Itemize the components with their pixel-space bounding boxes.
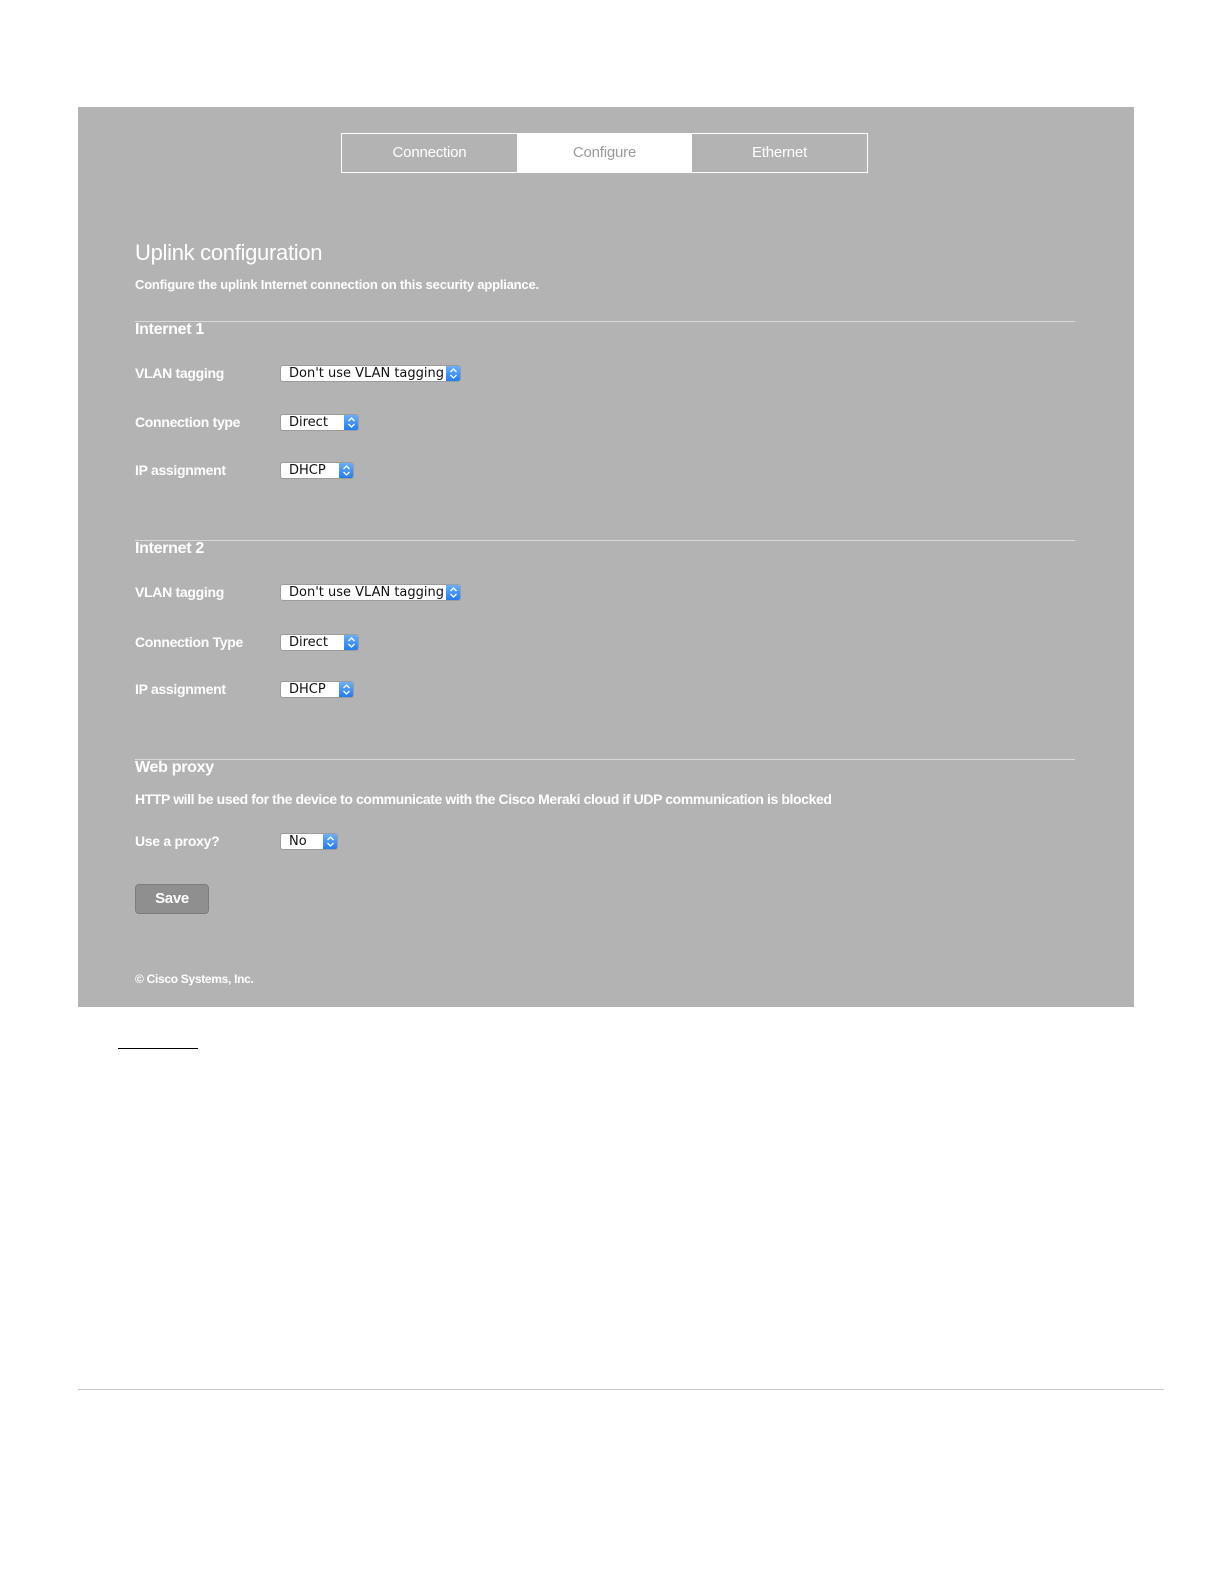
select-value: DHCP [289,463,326,478]
select-arrows-icon [446,584,461,601]
section-title-internet-2: Internet 2 [135,540,205,557]
select-arrows-icon [339,681,354,698]
tab-configure[interactable]: Configure [517,134,692,172]
tab-connection[interactable]: Connection [392,144,467,161]
section-divider [135,540,1075,541]
internet2-ip-select[interactable] [280,681,354,698]
internet1-vlan-select[interactable] [280,365,461,382]
select-arrows-icon [344,414,359,431]
select-arrows-icon [323,833,338,850]
ip-assignment-label: IP assignment [135,462,226,478]
internet2-vlan-select[interactable] [280,584,461,601]
select-arrows-icon [446,365,461,382]
internet1-ip-select[interactable] [280,462,354,479]
copyright-text: © Cisco Systems, Inc. [135,972,254,986]
tab-bar [341,133,868,173]
section-divider [135,759,1075,760]
section-title-internet-1: Internet 1 [135,321,205,338]
select-value: Direct [289,635,328,650]
connection-type-label: Connection type [135,414,241,430]
connection-type-label: Connection Type [135,634,244,650]
select-value: No [289,834,307,849]
save-button[interactable]: Save [135,884,209,914]
internet2-connection-select[interactable] [280,634,359,651]
vlan-tagging-label: VLAN tagging [135,365,224,381]
page-title: Uplink configuration [135,240,323,265]
page-description: Configure the uplink Internet connection on this security appliance. [135,277,539,292]
web-proxy-description: HTTP will be used for the device to communicate with the Cisco Meraki cloud if UDP communication is blocked [135,791,832,807]
use-proxy-label: Use a proxy? [135,833,220,849]
select-value: Direct [289,415,328,430]
page-footer-divider [78,1389,1164,1390]
section-divider [135,321,1075,322]
vlan-tagging-label: VLAN tagging [135,584,224,600]
select-value: DHCP [289,682,326,697]
internet1-connection-select[interactable] [280,414,359,431]
select-value: Don't use VLAN tagging [289,585,445,600]
select-arrows-icon [344,634,359,651]
footnote-divider [118,1048,198,1049]
select-arrows-icon [339,462,354,479]
ip-assignment-label: IP assignment [135,681,226,697]
tab-ethernet[interactable]: Ethernet [751,144,808,161]
use-proxy-select[interactable] [280,833,338,850]
select-value: Don't use VLAN tagging [289,366,445,381]
config-panel [78,107,1134,1007]
section-title-web-proxy: Web proxy [135,759,214,776]
